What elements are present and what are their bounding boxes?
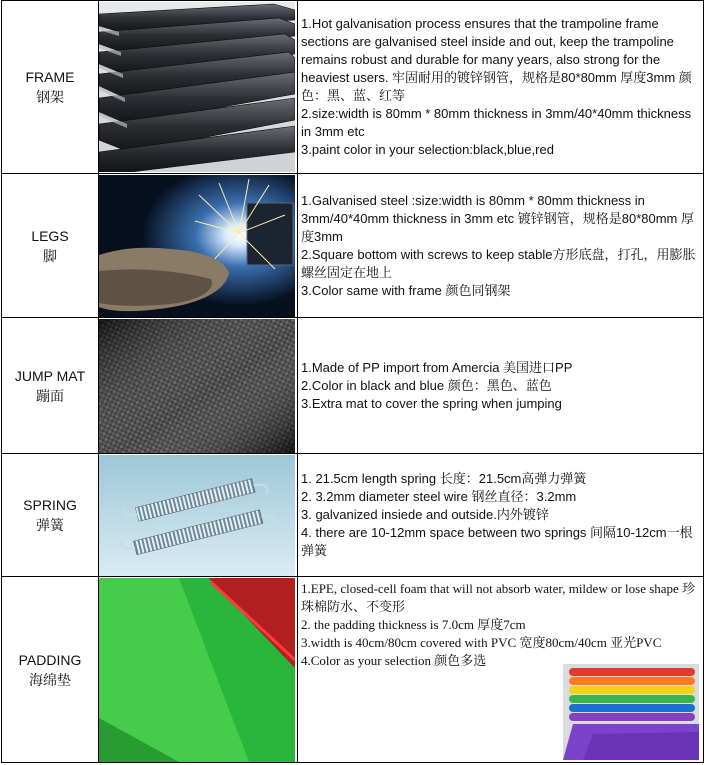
label-en: JUMP MAT	[14, 367, 86, 384]
row-spring	[2, 454, 704, 577]
spec-line: 3.width is 40cm/80cm covered with PVC 宽度80cm/40cm 亚光PVC	[301, 635, 662, 650]
spec-line: 1.EPE, closed-cell foam that will not absorb water, mildew or lose shape 珍珠棉防水、不变形	[301, 581, 696, 614]
label-en: PADDING	[18, 651, 82, 668]
spec-line: 3. galvanized insiede and outside.内外镀锌	[301, 507, 549, 522]
label-cell-jump-mat	[2, 318, 99, 454]
spec-line: 1. 21.5cm length spring 长度：21.5cm高弹力弹簧	[301, 471, 587, 486]
row-padding	[2, 577, 704, 763]
label-en: SPRING	[23, 497, 77, 513]
label-cell-padding	[2, 577, 99, 763]
label-cn: 脚	[43, 247, 57, 264]
label-cn: 海绵垫	[29, 671, 71, 688]
spec-line: 2.size:width is 80mm * 80mm thickness in 3mm/40*40mm thickness in 3mm etc	[301, 106, 692, 139]
spec-line: 4.Color as your selection 颜色多选	[301, 653, 487, 668]
spec-line: 2.Square bottom with screws to keep stable方形底盘，打孔，用膨胀螺丝固定在地上	[301, 246, 696, 280]
spec-line: 1.Hot galvanisation process ensures that the trampoline frame sections are galvanised steel inside and out, keep the trampoline remains robust and durable for many years, also strong for the heaviest users. 牢固耐用的镀锌钢管，规格是80*80mm 厚度3mm 颜色：黑、蓝、红等	[301, 16, 692, 103]
green-padding-icon	[99, 578, 295, 762]
row-jump-mat	[2, 318, 704, 454]
label-en: FRAME	[25, 69, 75, 85]
label-en: LEGS	[31, 227, 69, 244]
row-legs	[2, 174, 704, 318]
image-cell-spring	[99, 454, 298, 577]
description-legs	[298, 174, 704, 318]
spec-line: 4. there are 10-12mm space between two springs 间隔10-12cm一根弹簧	[301, 525, 693, 558]
description-padding	[298, 577, 704, 763]
label-cn: 弹簧	[36, 517, 64, 533]
description-frame	[298, 1, 704, 174]
spec-line: 1.Made of PP import from Amercia 美国进口PP	[301, 359, 573, 375]
image-cell-jump-mat	[99, 318, 298, 454]
image-cell-padding	[99, 577, 298, 763]
spec-line: 1.Galvanised steel :size:width is 80mm * 80mm thickness in 3mm/40*40mm thickness in 3mm etc 镀锌钢管，规格是80*80mm 厚度3mm	[301, 192, 694, 244]
spec-line: 2. the padding thickness is 7.0cm 厚度7cm	[301, 617, 526, 632]
label-cell-legs	[2, 174, 99, 318]
label-cn: 钢架	[36, 89, 64, 105]
galvanised-steel-tubes-icon	[99, 2, 295, 172]
label-cell-frame	[2, 1, 99, 174]
woven-pp-mat-icon	[99, 319, 295, 453]
galvanized-springs-icon	[99, 455, 295, 576]
row-frame	[2, 1, 704, 174]
image-cell-frame	[99, 1, 298, 174]
spec-line: 3.paint color in your selection:black,blue,red	[301, 142, 554, 157]
label-cell-spring	[2, 454, 99, 577]
description-jump-mat	[298, 318, 704, 454]
spec-line: 2.Color in black and blue 颜色：黑色、蓝色	[301, 377, 552, 393]
pvc-color-rolls-icon	[563, 664, 699, 760]
welding-sparks-icon	[99, 175, 295, 317]
spec-line: 3.Color same with frame 颜色同钢架	[301, 282, 511, 298]
spec-line: 3.Extra mat to cover the spring when jumping	[301, 395, 562, 411]
image-cell-legs	[99, 174, 298, 318]
label-cn: 蹦面	[36, 387, 64, 404]
spec-line: 2. 3.2mm diameter steel wire 钢丝直径：3.2mm	[301, 489, 577, 504]
spec-table	[1, 0, 704, 763]
description-spring	[298, 454, 704, 577]
